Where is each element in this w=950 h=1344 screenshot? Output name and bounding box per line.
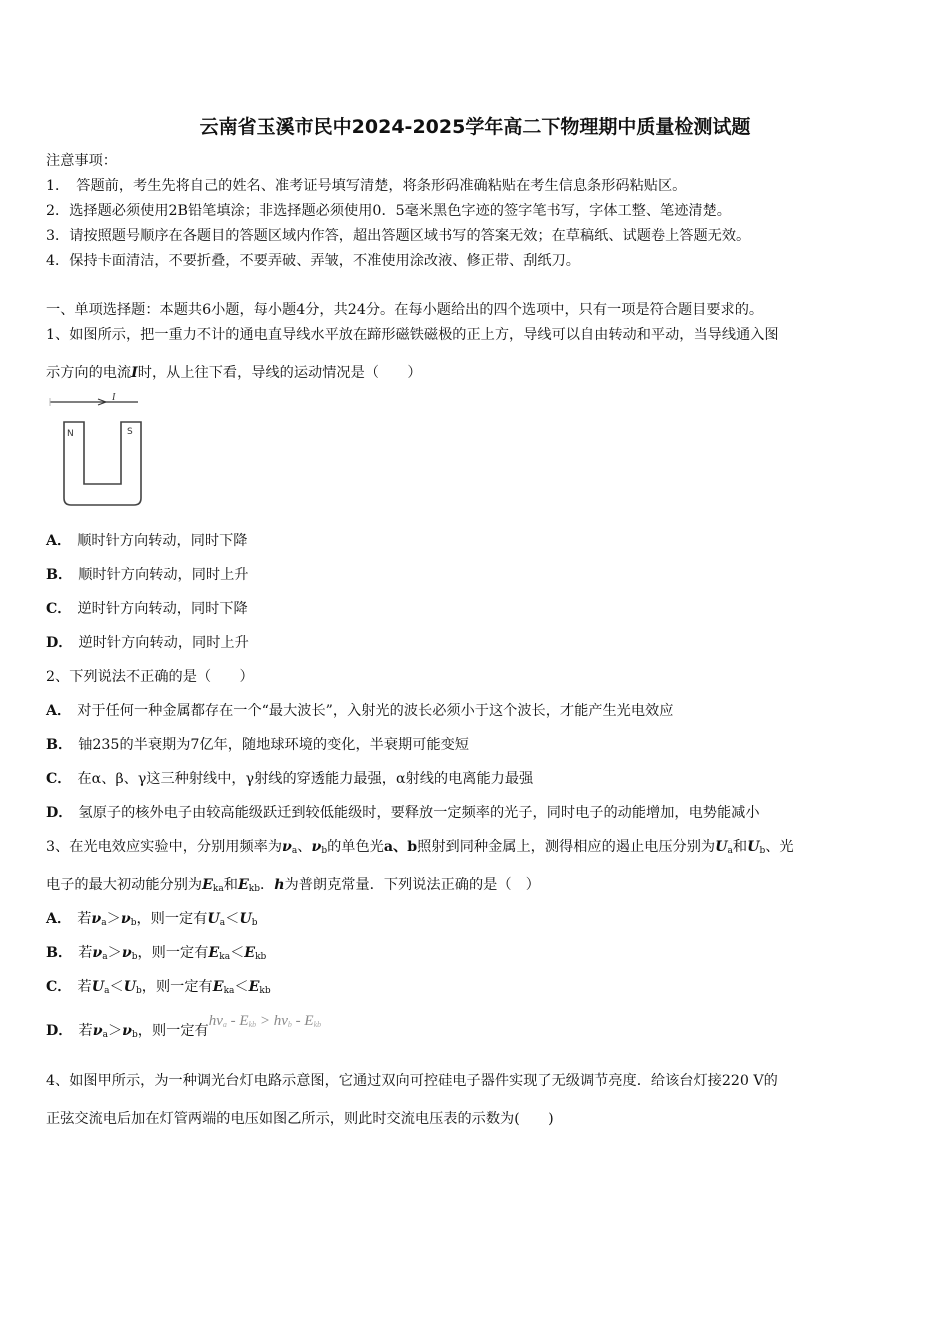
q2-option-a[interactable]: A． 对于任何一种金属都存在一个“最大波长”，入射光的波长必须小于这个波长，才能产生光电效应 — [46, 703, 674, 719]
q3-option-c[interactable]: C． 若$U_a<U_b$，则一定有$E_{ka}<E_{kb}$ — [46, 979, 271, 996]
q2-option-b[interactable]: B． 铀235的半衰期为7亿年，随地球环境的变化，半衰期可能变短 — [46, 737, 469, 753]
q2-stem: 2、下列说法不正确的是（ ） — [46, 669, 254, 685]
q3-option-d-formula: $h\nu_a - E_{kb} > h\nu_b - E_{kb}$ — [208, 1013, 322, 1029]
q1-option-b[interactable]: B． 顺时针方向转动，同时上升 — [46, 567, 249, 583]
q3-option-a[interactable]: A． 若$\nu_a>\nu_b$，则一定有$U_a<U_b$ — [46, 911, 258, 928]
q1-option-d[interactable]: D． 逆时针方向转动，同时上升 — [46, 635, 249, 651]
q3-option-b[interactable]: B． 若$\nu_a>\nu_b$，则一定有$E_{ka}<E_{kb}$ — [46, 945, 267, 962]
q4-stem-line2: 正弦交流电后加在灯管两端的电压如图乙所示，则此时交流电压表的示数为( ) — [46, 1111, 554, 1127]
q1-option-a[interactable]: A． 顺时针方向转动，同时下降 — [46, 533, 248, 549]
q1-stem-line2: 示方向的电流I时，从上往下看，导线的运动情况是（ ） — [46, 365, 422, 381]
section-header: 一、单项选择题：本题共6小题，每小题4分，共24分。在每小题给出的四个选项中，只有一项是符合题目要求的。 — [46, 302, 764, 318]
notice-item: 4．保持卡面清洁，不要折叠，不要弄破、弄皱，不准使用涂改液、修正带、刮纸刀。 — [46, 253, 580, 269]
q2-option-d[interactable]: D． 氢原子的核外电子由较高能级跃迁到较低能级时，要释放一定频率的光子，同时电子的动能增加，电势能减小 — [46, 805, 760, 821]
q2-option-c[interactable]: C． 在α、β、γ这三种射线中，γ射线的穿透能力最强，α射线的电离能力最强 — [46, 771, 534, 787]
notice-item: 2．选择题必须使用2B铅笔填涂；非选择题必须使用0．5毫米黑色字迹的签字笔书写，字体工整、笔迹清楚。 — [46, 203, 731, 219]
notice-item: 1． 答题前，考生先将自己的姓名、准考证号填写清楚，将条形码准确粘贴在考生信息条形码粘贴区。 — [46, 178, 687, 194]
pole-n-label: N — [67, 429, 74, 439]
q4-stem-line1: 4、如图甲所示，为一种调光台灯电路示意图，它通过双向可控硅电子器件实现了无级调节亮度．给该台灯接220 V的 — [46, 1073, 778, 1089]
q1-option-c[interactable]: C． 逆时针方向转动，同时下降 — [46, 601, 248, 617]
notice-item: 3．请按照题号顺序在各题目的答题区域内作答，超出答题区域书写的答案无效；在草稿纸、试题卷上答题无效。 — [46, 228, 751, 244]
notice-heading: 注意事项： — [46, 153, 117, 169]
q3-option-d[interactable]: D． 若$\nu_a>\nu_b$，则一定有$h\nu_a - E_{kb} > h\nu_b - E_{kb}$ — [46, 1013, 322, 1040]
current-label: I — [112, 392, 116, 403]
q1-stem-line1: 1、如图所示，把一重力不计的通电直导线水平放在蹄形磁铁磁极的正上方，导线可以自由转动和平动，当导线通入图 — [46, 327, 779, 343]
horseshoe-magnet-figure — [46, 390, 156, 510]
q3-stem-line2: 电子的最大初动能分别为$E_{ka}$和$E_{kb}$．h为普朗克常量．下列说法正确的是（ ） — [46, 877, 540, 894]
pole-s-label: S — [127, 427, 133, 437]
q3-stem-line1: 3、在光电效应实验中，分别用频率为$\nu_a$、$\nu_b$的单色光a、b照射到同种金属上，测得相应的遏止电压分别为$U_a$和$U_b$、光 — [46, 839, 794, 856]
page-title: 云南省玉溪市民中2024-2025学年高二下物理期中质量检测试题 — [199, 116, 751, 138]
